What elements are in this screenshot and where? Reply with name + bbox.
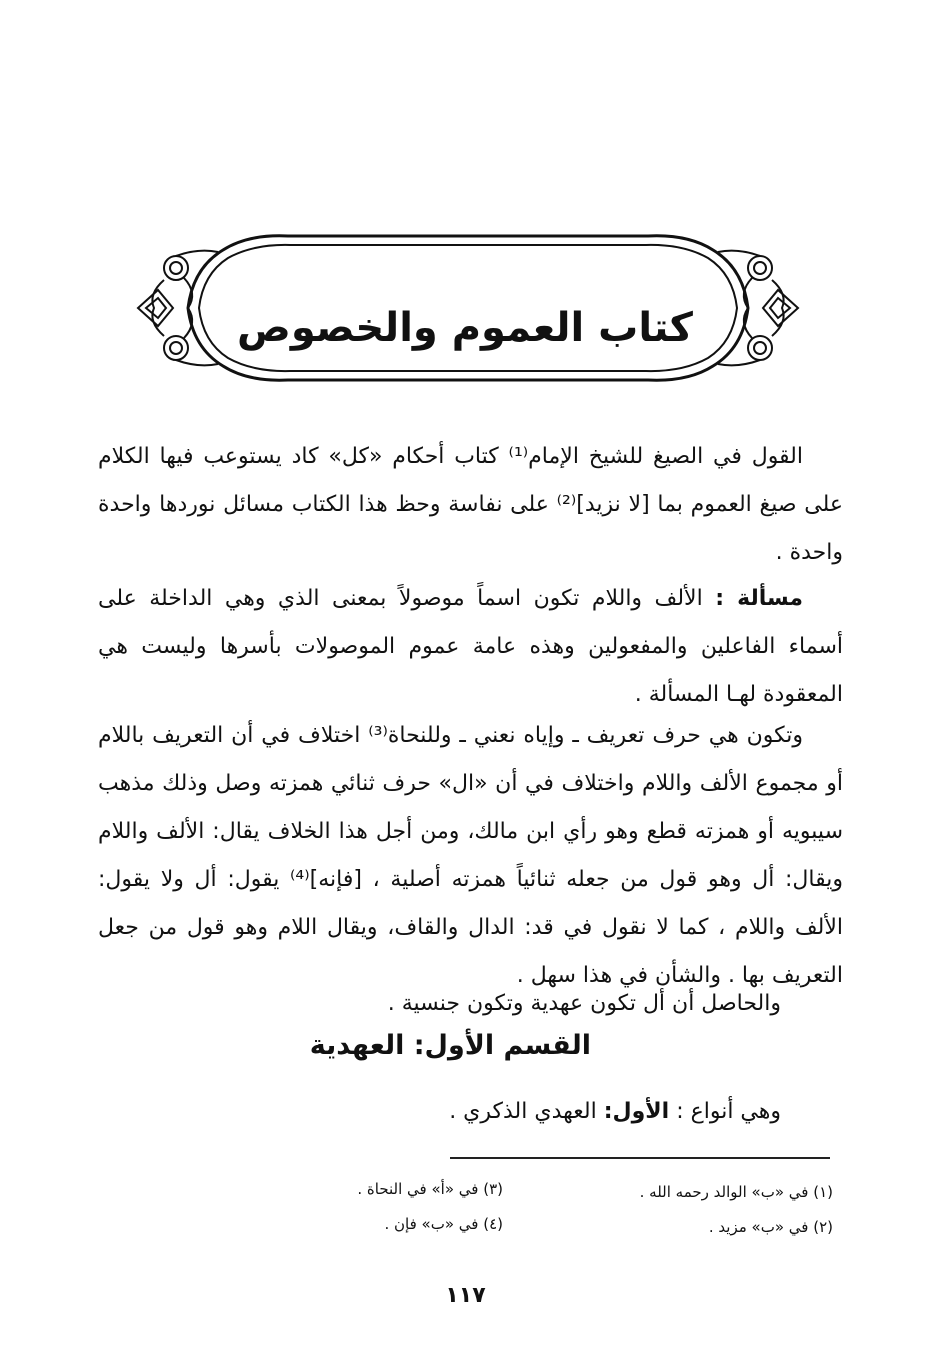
paragraph-intro (98, 433, 843, 577)
paragraph-definite-article (98, 712, 843, 1000)
book-title: كتاب العموم والخصوص (237, 305, 693, 351)
paragraph-prefix: وهي أنواع : (676, 1099, 781, 1124)
paragraph-text: القول في الصيغ للشيخ الإمام⁽¹⁾ كتاب أحكام «كل» كاد يستوعب فيها الكلام على صيغ العموم بما [لا نزيد]⁽²⁾ على نفاسة وحظ هذا الكتاب مسائل نوردها واحدة واحدة . (98, 444, 844, 565)
footnote-4: (٤) في «ب» فإن . (384, 1215, 503, 1233)
paragraph-text: الألف واللام تكون اسماً موصولاً بمعنى الذي وهي الداخلة على أسماء الفاعلين والمفعولين وهذه عامة عموم الموصولات بأسرها وليست هي المعقودة لهـا المسألة . (98, 586, 843, 707)
paragraph-text: وتكون هي حرف تعريف ـ وإياه نعني ـ وللنحاة⁽³⁾ اختلاف في أن التعريف باللام أو مجموع الألف واللام واختلاف في أن «ال» حرف ثنائي همزته وصل وذلك مذهب سيبويه أو همزته قطع وهو رأي ابن مالك، ومن أجل هذا الخلاف يقال: الألف واللام ويقال: أل وهو قول من جعله ثنائياً همزته أصلية ، [فإنه]⁽⁴⁾ يقول: أل ولا يقول: الألف واللام ، كما لا نقول في قد: الدال والقاف، ويقال اللام وهو قول من جعل التعريف بها . والشأن في هذا سهل . (98, 723, 843, 988)
paragraph-text: العهدي الذكري . (449, 1099, 597, 1124)
footnote-3: (٣) في «أ» في النحاة . (357, 1180, 503, 1198)
paragraph-masala (98, 575, 843, 719)
paragraph-text: والحاصل أن أل تكون عهدية وتكون جنسية . (387, 991, 781, 1016)
footnote-divider (450, 1157, 830, 1159)
paragraph-types (181, 1088, 781, 1136)
footnote-1: (١) في «ب» الوالد رحمه الله . (639, 1183, 833, 1201)
page-number: ١١٧ (445, 1283, 486, 1308)
paragraph-label: الأول: (603, 1099, 670, 1124)
paragraph-label: مسألة : (715, 586, 804, 611)
section-heading: القسم الأول: العهدية (309, 1030, 591, 1061)
paragraph-summary (181, 980, 781, 1028)
footnote-2: (٢) في «ب» مزيد . (708, 1218, 833, 1236)
